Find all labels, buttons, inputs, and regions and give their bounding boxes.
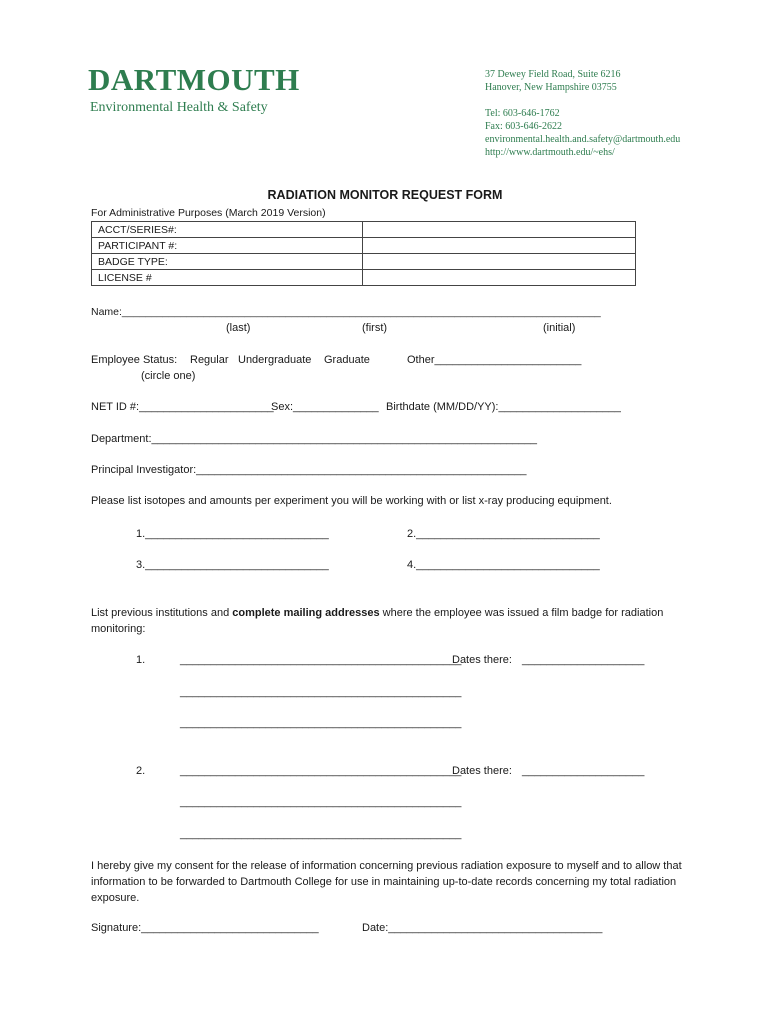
phone-number: Tel: 603-646-1762 xyxy=(485,108,560,119)
birthdate-field[interactable]: Birthdate (MM/DD/YY):____________________ xyxy=(386,401,621,413)
institution-1-line-1[interactable]: ______________________________________________ xyxy=(180,654,462,666)
dartmouth-logo: DARTMOUTH xyxy=(88,62,300,97)
name-first-caption: (first) xyxy=(362,322,388,334)
entry-number-1: 1. xyxy=(136,654,146,666)
isotope-field-2[interactable]: 2.______________________________ xyxy=(407,528,600,540)
admin-label: LICENSE # xyxy=(92,270,363,286)
consent-line: I hereby give my consent for the release of information concerning previous radiation exposure to myself and to allow that xyxy=(91,860,682,872)
table-row xyxy=(92,254,636,270)
form-title: RADIATION MONITOR REQUEST FORM xyxy=(267,188,503,202)
institution-2-line-1[interactable]: ______________________________________________ xyxy=(180,765,462,777)
prompt-text: monitoring: xyxy=(91,623,146,635)
status-option-undergraduate[interactable]: Undergraduate xyxy=(238,354,312,366)
name-last-caption: (last) xyxy=(226,322,251,334)
website-link[interactable]: http://www.dartmouth.edu/~ehs/ xyxy=(485,147,615,158)
name-initial-caption: (initial) xyxy=(543,322,576,334)
institution-1-line-2[interactable]: ______________________________________________ xyxy=(180,686,462,698)
address-line-2: Hanover, New Hampshire 03755 xyxy=(485,82,617,93)
previous-institutions-prompt xyxy=(91,605,731,637)
admin-value-field[interactable] xyxy=(363,238,636,254)
date-field[interactable]: Date:___________________________________ xyxy=(362,922,603,934)
dates-label: Dates there: xyxy=(452,654,512,666)
sex-field[interactable]: Sex:______________ xyxy=(271,401,379,413)
admin-label: PARTICIPANT #: xyxy=(92,238,363,254)
admin-value-field[interactable] xyxy=(363,254,636,270)
prompt-text: List previous institutions and xyxy=(91,607,233,619)
status-option-regular[interactable]: Regular xyxy=(190,354,229,366)
isotope-field-4[interactable]: 4.______________________________ xyxy=(407,559,600,571)
admin-label: ACCT/SERIES#: xyxy=(92,222,363,238)
admin-label: BADGE TYPE: xyxy=(92,254,363,270)
employee-status-label: Employee Status: xyxy=(91,354,178,366)
status-option-other[interactable]: Other________________________ xyxy=(407,354,582,366)
dates-field-2[interactable]: ____________________ xyxy=(522,765,645,777)
table-row xyxy=(92,222,636,238)
department-field[interactable]: Department:_______________________________________________________________ xyxy=(91,433,537,445)
isotope-field-3[interactable]: 3.______________________________ xyxy=(136,559,329,571)
address-line-1: 37 Dewey Field Road, Suite 6216 xyxy=(485,69,621,80)
signature-field[interactable]: Signature:_____________________________ xyxy=(91,922,319,934)
fax-number: Fax: 603-646-2622 xyxy=(485,121,562,132)
consent-line: information to be forwarded to Dartmouth College for use in maintaining up-to-date records concerning my total radiation xyxy=(91,876,677,888)
institution-2-line-3[interactable]: ______________________________________________ xyxy=(180,828,462,840)
table-row xyxy=(92,270,636,286)
isotopes-prompt: Please list isotopes and amounts per experiment you will be working with or list x-ray producing equipment. xyxy=(91,495,612,507)
admin-note: For Administrative Purposes (March 2019 Version) xyxy=(91,207,326,219)
consent-paragraph xyxy=(91,858,731,906)
prompt-emphasis: complete mailing addresses xyxy=(232,607,380,619)
prompt-text: where the employee was issued a film badge for radiation xyxy=(379,607,664,619)
admin-table xyxy=(91,221,636,286)
status-option-graduate[interactable]: Graduate xyxy=(324,354,370,366)
dates-label: Dates there: xyxy=(452,765,512,777)
isotope-field-1[interactable]: 1.______________________________ xyxy=(136,528,329,540)
dates-field-1[interactable]: ____________________ xyxy=(522,654,645,666)
entry-number-2: 2. xyxy=(136,765,146,777)
admin-value-field[interactable] xyxy=(363,270,636,286)
principal-investigator-field[interactable]: Principal Investigator:______________________________________________________ xyxy=(91,464,527,476)
department-name: Environmental Health & Safety xyxy=(90,100,268,115)
institution-1-line-3[interactable]: ______________________________________________ xyxy=(180,717,462,729)
table-row xyxy=(92,238,636,254)
email-link[interactable]: environmental.health.and.safety@dartmouth.edu xyxy=(485,134,681,145)
institution-2-line-2[interactable]: ______________________________________________ xyxy=(180,796,462,808)
consent-line: exposure. xyxy=(91,892,140,904)
name-field[interactable]: Name:__________________________________________________________________________________ xyxy=(91,306,601,318)
circle-one-hint: (circle one) xyxy=(141,370,196,382)
netid-field[interactable]: NET ID #:______________________ xyxy=(91,401,274,413)
admin-value-field[interactable] xyxy=(363,222,636,238)
